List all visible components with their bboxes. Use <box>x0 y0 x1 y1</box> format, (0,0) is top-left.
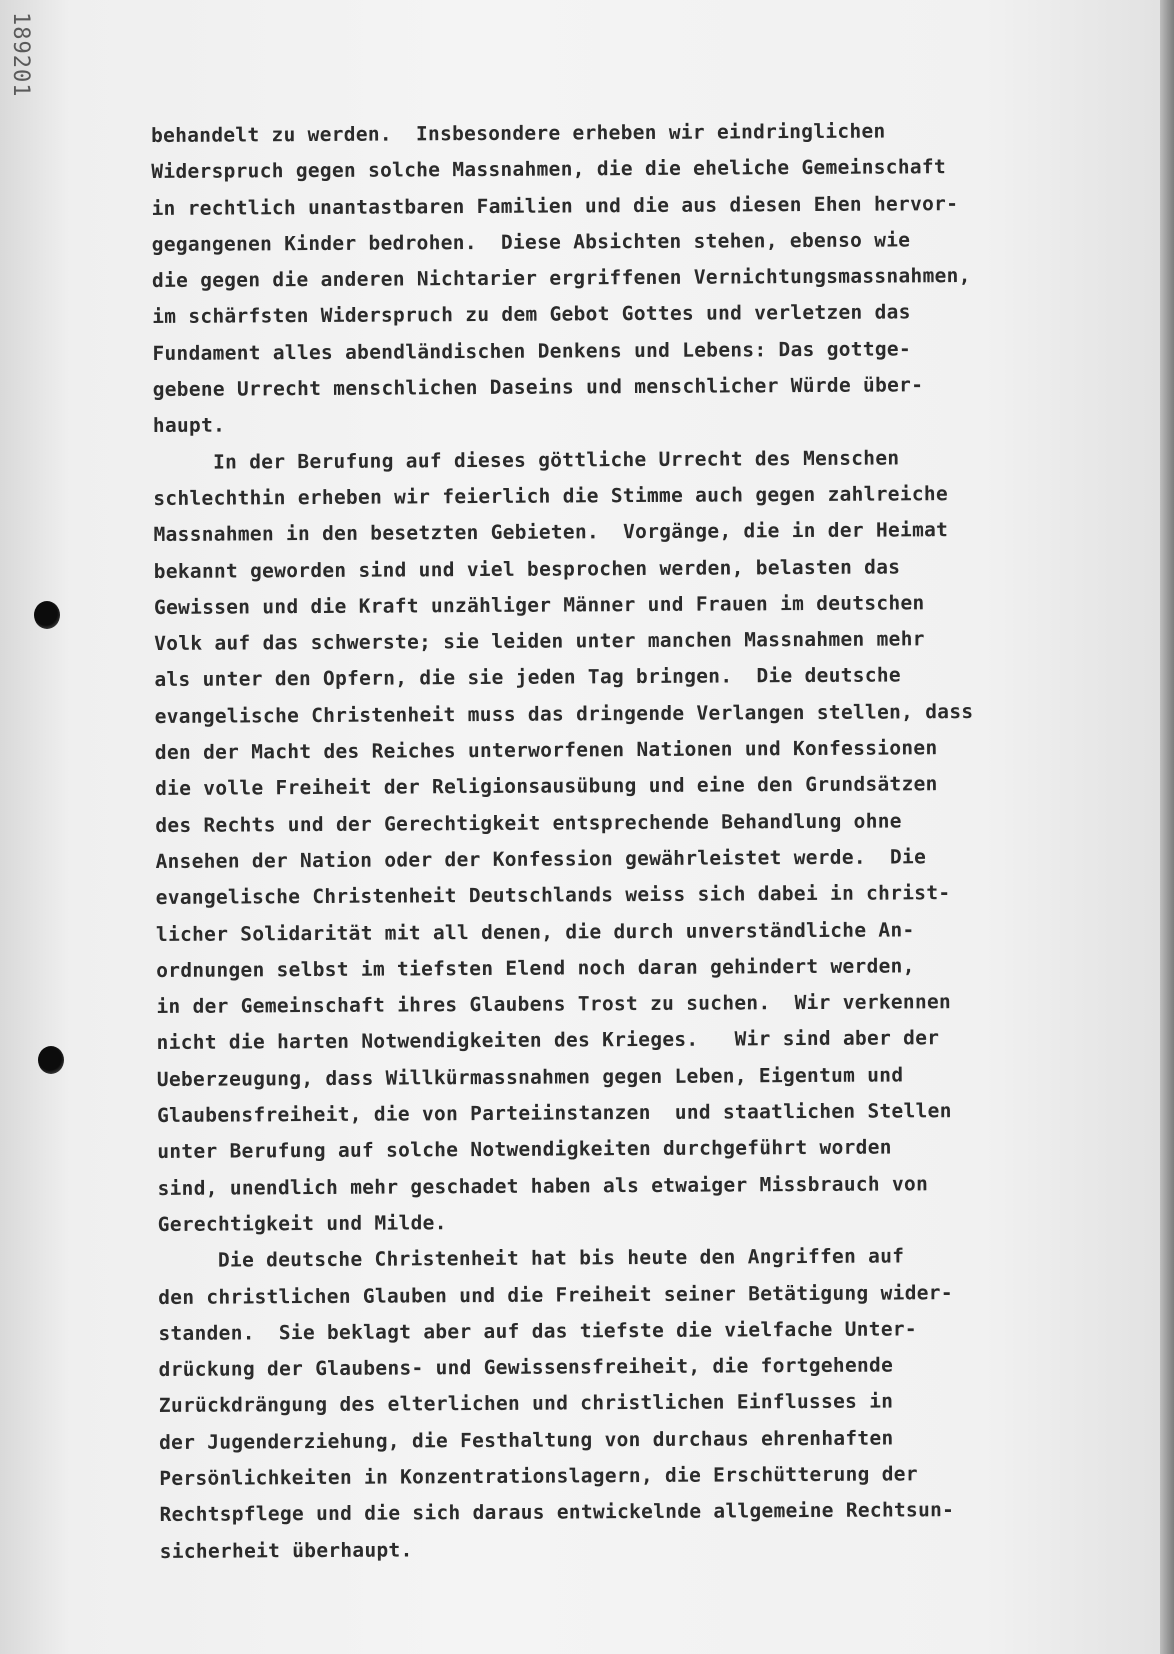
text-line: Persönlichkeiten in Konzentrationslagern, die Erschütterung der <box>159 1462 918 1490</box>
text-line: sicherheit überhaupt. <box>159 1538 413 1563</box>
text-line: gegangenen Kinder bedrohen. Diese Absichten stehen, ebenso wie <box>151 228 911 256</box>
text-line: nicht die harten Notwendigkeiten des Krieges. Wir sind aber der <box>156 1026 940 1055</box>
text-line: drückung der Glaubens- und Gewissensfreiheit, die fortgehende <box>158 1353 894 1382</box>
text-line: als unter den Opfern, die sie jeden Tag bringen. Die deutsche <box>154 663 901 692</box>
text-line: behandelt zu werden. Insbesondere erheben wir eindringlichen <box>151 119 886 147</box>
text-line: standen. Sie beklagt aber auf das tiefste die vielfache Unter- <box>158 1317 918 1345</box>
typewritten-text <box>151 112 1150 1570</box>
text-line: evangelische Christenheit Deutschlands weiss sich dabei in christ- <box>155 881 951 910</box>
text-line: evangelische Christenheit muss das dringende Verlangen stellen, dass <box>154 699 974 728</box>
text-line: der Jugenderziehung, die Festhaltung von durchaus ehrenhaften <box>159 1426 894 1454</box>
text-line: die volle Freiheit der Religionsausübung und eine den Grundsätzen <box>155 772 938 801</box>
text-line: Fundament alles abendländischen Denkens und Lebens: Das gottge- <box>152 337 912 365</box>
punch-hole <box>34 601 60 629</box>
text-line: Glaubensfreiheit, die von Parteiinstanzen und staatlichen Stellen <box>157 1099 952 1127</box>
text-line: in rechtlich unantastbaren Familien und die aus diesen Ehen hervor- <box>151 191 959 220</box>
text-line: Rechtspflege und die sich daraus entwickelnde allgemeine Rechtsun- <box>159 1498 955 1527</box>
text-line: sind, unendlich mehr geschadet haben als etwaiger Missbrauch von <box>157 1171 929 1200</box>
text-line: Ueberzeugung, dass Willkürmassnahmen gegen Leben, Eigentum und <box>156 1063 904 1091</box>
text-line: In der Berufung auf dieses göttliche Urrecht des Menschen <box>213 446 900 474</box>
page-edge <box>1160 0 1174 1654</box>
text-line: Massnahmen in den besetzten Gebieten. Vorgänge, die in der Heimat <box>153 518 949 547</box>
archive-stamp: 189201 <box>8 12 33 98</box>
text-line: bekannt geworden sind und viel besprochen werden, belasten das <box>153 554 901 583</box>
text-line: die gegen die anderen Nichtarier ergriffenen Vernichtungsmassnahmen, <box>151 264 971 293</box>
text-line: schlechthin erheben wir feierlich die Stimme auch gegen zahlreiche <box>153 482 949 510</box>
text-line: Gerechtigkeit und Milde. <box>157 1211 447 1236</box>
text-line: den der Macht des Reiches unterworfenen Nationen und Konfessionen <box>154 736 938 765</box>
text-line: Volk auf das schwerste; sie leiden unter manchen Massnahmen mehr <box>154 627 925 656</box>
text-line: Widerspruch gegen solche Massnahmen, die die eheliche Gemeinschaft <box>151 155 947 184</box>
text-line: Gewissen und die Kraft unzähliger Männer und Frauen im deutschen <box>153 591 925 619</box>
text-line: im schärfsten Widerspruch zu dem Gebot Gottes und verletzen das <box>152 300 911 329</box>
text-line: Zurückdrängung des elterlichen und christlichen Einflusses in <box>158 1389 894 1418</box>
punch-hole <box>38 1046 64 1074</box>
text-line: Die deutsche Christenheit hat bis heute den Angriffen auf <box>217 1244 905 1272</box>
text-line: ordnungen selbst im tiefsten Elend noch daran gehindert werden, <box>156 954 915 982</box>
text-line: in der Gemeinschaft ihres Glaubens Trost zu suchen. Wir verkennen <box>156 990 952 1019</box>
text-line: licher Solidarität mit all denen, die durch unverständliche An- <box>155 917 915 946</box>
text-line: den christlichen Glauben und die Freiheit seiner Betätigung wider- <box>158 1280 953 1309</box>
text-line: unter Berufung auf solche Notwendigkeiten durchgeführt worden <box>157 1135 892 1164</box>
text-line: gebene Urrecht menschlichen Daseins und menschlicher Würde über- <box>152 373 924 402</box>
text-line: haupt. <box>152 413 226 438</box>
text-line: Ansehen der Nation oder der Konfession gewährleistet werde. Die <box>155 845 927 873</box>
text-line: des Rechts und der Gerechtigkeit entsprechende Behandlung ohne <box>155 809 902 837</box>
